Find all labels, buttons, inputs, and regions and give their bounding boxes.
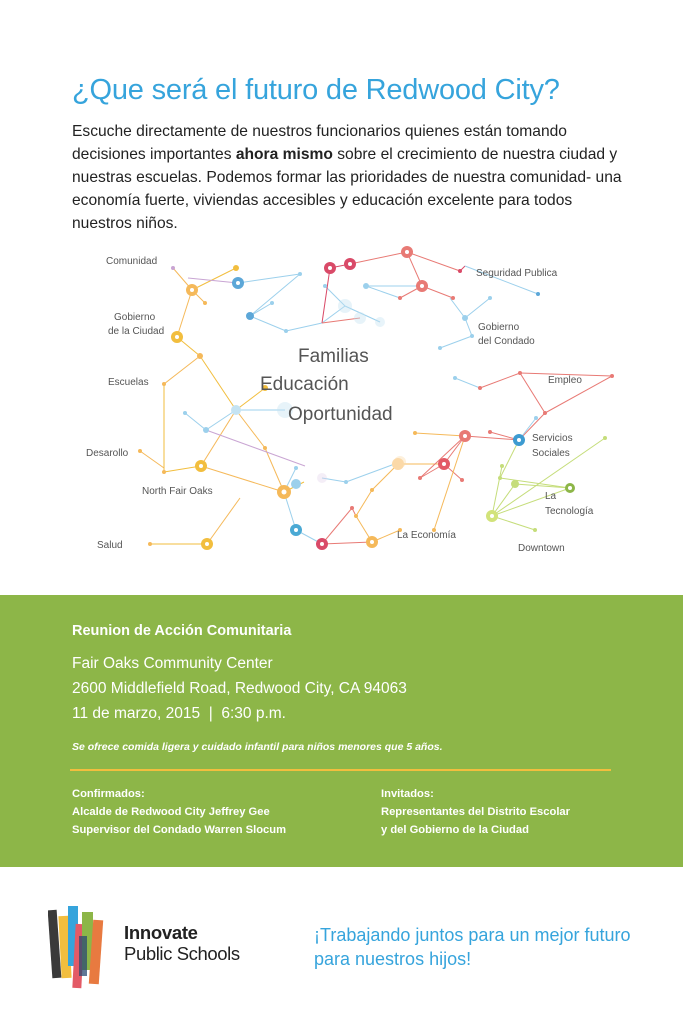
- invited-item: Representantes del Distrito Escolar: [381, 806, 571, 818]
- label-la-economia: La Economía: [397, 530, 456, 541]
- label-empleo: Empleo: [548, 375, 582, 386]
- intro-text-cont: sobre el crecimiento de nuestra ciudad y nuestras escuelas. Podemos formar las prioridades de nuestra comunidad- una economía fuerte, viviendas accesibles y educación excelente para todos nuestros niños.: [72, 146, 622, 232]
- label-north-fair-oaks: North Fair Oaks: [142, 486, 213, 497]
- page-title: ¿Que será el futuro de Redwood City?: [72, 74, 560, 106]
- invited-item: y del Gobierno de la Ciudad: [381, 824, 529, 836]
- invited-heading: Invitados:: [381, 788, 434, 800]
- logo-line1: Innovate: [124, 922, 198, 943]
- label-gobierno-ciudad-1: Gobierno: [114, 312, 156, 323]
- label-downtown: Downtown: [518, 543, 565, 554]
- label-gobierno-condado-1: Gobierno: [478, 322, 520, 333]
- divider: [70, 769, 611, 771]
- label-desarollo: Desarollo: [86, 448, 129, 459]
- event-datetime: 11 de marzo, 2015 | 6:30 p.m.: [72, 705, 286, 722]
- logo-line2: Public Schools: [124, 943, 240, 964]
- confirmed-list: [72, 785, 286, 839]
- label-tecnologia-1: La: [545, 491, 557, 502]
- priorities-network-graphic: [60, 238, 630, 568]
- label-servicios-1: Servicios: [532, 433, 573, 444]
- event-details-band: [0, 595, 683, 867]
- label-comunidad: Comunidad: [106, 256, 158, 267]
- logo-wordmark: [124, 923, 240, 964]
- innovate-logo-icon: [48, 900, 114, 992]
- word-educacion: Educación: [260, 374, 349, 395]
- invited-list: [381, 785, 570, 839]
- label-escuelas: Escuelas: [108, 377, 149, 388]
- event-note: Se ofrece comida ligera y cuidado infantil para niños menores que 5 años.: [72, 741, 443, 753]
- label-gobierno-ciudad-2: de la Ciudad: [108, 326, 165, 337]
- label-gobierno-condado-2: del Condado: [478, 336, 535, 347]
- label-tecnologia-2: Tecnología: [545, 506, 594, 517]
- label-salud: Salud: [97, 540, 123, 551]
- intro-emphasis: ahora mismo: [235, 146, 333, 163]
- label-seguridad-publica: Seguridad Publica: [476, 268, 558, 279]
- intro-paragraph: [72, 120, 632, 235]
- confirmed-heading: Confirmados:: [72, 788, 145, 800]
- word-familias: Familias: [298, 346, 369, 367]
- confirmed-item: Alcalde de Redwood City Jeffrey Gee: [72, 806, 270, 818]
- tagline: ¡Trabajando juntos para un mejor futuro para nuestros hijos!: [314, 925, 631, 969]
- word-oportunidad: Oportunidad: [288, 404, 393, 425]
- event-address: 2600 Middlefield Road, Redwood City, CA 94063: [72, 680, 407, 697]
- confirmed-item: Supervisor del Condado Warren Slocum: [72, 824, 287, 836]
- label-servicios-2: Sociales: [532, 448, 570, 459]
- event-venue: Fair Oaks Community Center: [72, 655, 273, 672]
- intro-text: Escuche directamente de nuestros funcionarios quienes están tomando decisiones importantes: [72, 123, 567, 163]
- event-title: Reunion de Acción Comunitaria: [72, 623, 292, 639]
